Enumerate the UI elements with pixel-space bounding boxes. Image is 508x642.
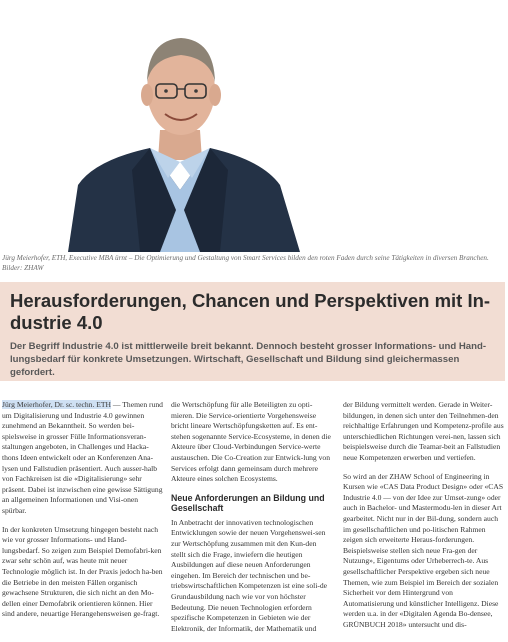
paragraph: In der konkreten Umsetzung hingegen besteht nach wie vor grosser Informations- und Hand-lungsbedarf. So zeigen zum Beispiel Demofabri-ken zwar sehr schön auf, was heute mit neuer Technologie möglich ist. In der Praxis jedoch ha-ben die Betriebe in den meisten Fällen organisch gewachsene Strukturen, die sich nicht an den Mo-dellen einer Demofabrik orientieren können. Hier sind andere, neuartige Herangehensweisen ge-fragt. (2, 524, 163, 619)
article-lead: Der Begriff Industrie 4.0 ist mittlerweile breit bekannt. Dennoch besteht grosser Informations- und Hand-lungsbedarf für konkrete Umsetzungen. Wirtschaft, Gesellschaft und Bildung sind gleichermassen gefordert. (10, 341, 487, 378)
paragraph: die Wertschöpfung für alle Beteiligten zu opti-mieren. Die Service-orientierte Vorgehensweise bricht lineare Wertschöpfungsketten auf. Es ent-stehen sogenannte Service-Ecosysteme, in denen die Akteure über Cloud-Verbindungen Service-werte austauschen. Die Co-Creation zur Entwick-lung von Services erfolgt dann gemeinsam durch mehrere Akteure eines solchen Ecosystems. (171, 400, 331, 484)
article-column-3 (343, 400, 505, 638)
paragraph: In Anbetracht der innovativen technologischen Entwicklungen sowie der neuen Vorgehenswei-sen zur Wertschöpfung zusammen mit den Kun-den stellt sich die Frage, inwiefern die heutigen Ausbildungen auf diese neuen Anforderungen eingehen. Im Bereich der technischen und be-triebswirtschaftlichen Kompetenzen ist eine soli-de Grundausbildung nach wie vor von höchster Bedeutung. Die neuen Technologien erfordern spezifische Kompetenzen in Gebieten wie der Elektronik, der Informatik, der Mathematik und (171, 517, 328, 633)
paragraph-text: — Themen rund um Digitalisierung und Industrie 4.0 gewinnen zunehmend an Bekanntheit. So werden bei-spielsweise in grosser Fülle Informationsveran-staltungen angeboten, in Challenges und Hacka-thons Ideen entwickelt oder an Konferenzen Ana-lysen und Fallstudien präsentiert. Auch ausser-halb von Fachkreisen ist die «Digitalisierung» sehr präsent. Dabei ist inzwischen eine gewisse Sättigung an allgemeinen Informationen und Visi-onen spürbar. (2, 400, 163, 515)
section-heading: Neue Anforderungen an Bildung und Gesellschaft (171, 492, 325, 514)
article-column-1 (2, 400, 164, 628)
paragraph: So wird an der ZHAW School of Engineering in Kursen wie «CAS Data Product Design» oder «CAS Industrie 4.0 — von der Idee zur Umset-zung» oder auch in Bachelor- und Mastermodu-len in dieser Art gearbeitet. Nicht nur in der Bil-dung, sondern auch im gesellschaftlichen und po-litischen Rahmen zeigen sich erweiterte Heraus-forderungen. Beispielsweise stellen sich neue Fra-gen der Nutzung», Eigentums oder Urheberrech-te. Aus gesellschaftlicher Perspektive ergeben sich neue Themen, wie zum Beispiel im Bereich der sozialen Sicherheit vor dem Hintergrund von Automatisierung und künstlicher Intelligenz. Diese werden u.a. in der «Digitalen Agenda Bo-densee, GRÜNBUCH 2018» untersucht und dis- (343, 471, 504, 629)
portrait-illustration (0, 0, 330, 252)
portrait-photo (0, 0, 330, 252)
article-column-2 (171, 400, 333, 642)
article-title: Herausforderungen, Chancen und Perspektiven mit In-dustrie 4.0 (10, 290, 491, 333)
image-caption: Jürg Meierhofer, ETH, Executive MBA ürnt – Die Optimierung und Gestaltung von Smart Services bilden den roten Faden durch seine Tätigkeiten in diversen Branchen. Bilder: ZHAW (2, 254, 489, 272)
author-name: Jürg Meierhofer, Dr. sc. techn. ETH (2, 400, 112, 409)
paragraph (2, 400, 164, 517)
paragraph: der Bildung vermittelt werden. Gerade in Weiter-bildungen, in denen sich unter den Teilnehmen-den reichhaltige Erfahrungen und Kompetenz-profile aus unterschiedlichen Richtungen verei-nen, lassen sich beispielsweise durch die Teamar-beit an Fallstudien neue Kompetenzen erwerben und vertiefen. (343, 400, 504, 462)
